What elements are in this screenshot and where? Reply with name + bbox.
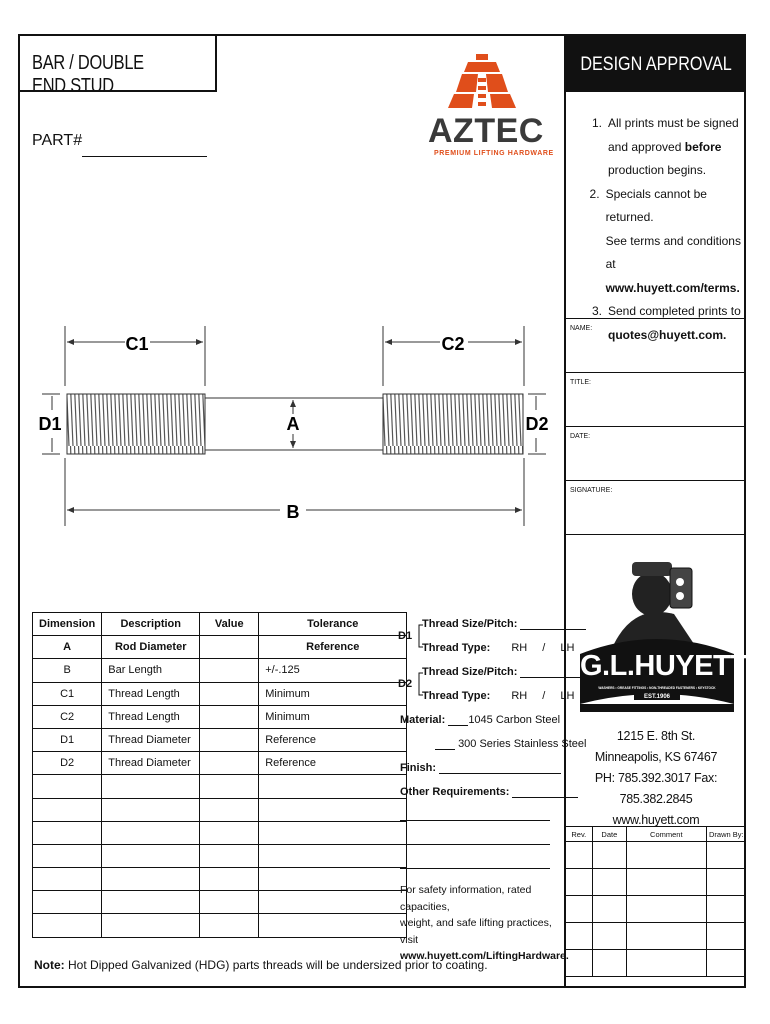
cell-dimension: B — [33, 659, 102, 682]
cell-description[interactable] — [102, 914, 200, 937]
label-b: B — [286, 502, 300, 522]
cell-tolerance: Reference — [259, 636, 407, 659]
sheet-title: BAR / DOUBLE END STUD — [20, 36, 217, 92]
stud-diagram — [30, 326, 550, 526]
cell-tolerance[interactable] — [259, 891, 407, 914]
cell-description: Thread Diameter — [102, 752, 200, 775]
design-approval-panel — [564, 36, 746, 986]
design-approval-header: DESIGN APPROVAL — [566, 36, 746, 92]
cell-description[interactable] — [102, 868, 200, 891]
signature-field[interactable]: SIGNATURE: — [566, 480, 746, 534]
cell-description[interactable] — [102, 775, 200, 798]
col-tolerance: Tolerance — [259, 613, 407, 636]
approval-notes — [576, 112, 744, 347]
safety-line: For safety information, rated capacities, — [400, 884, 532, 913]
divider — [566, 534, 746, 535]
cell-description: Thread Length — [102, 682, 200, 705]
cell-dimension[interactable] — [33, 821, 102, 844]
col-description: Description — [102, 613, 200, 636]
label-c2: C2 — [441, 334, 465, 354]
hdg-note — [34, 958, 488, 972]
col-rev: Rev. — [566, 827, 592, 842]
cell-dimension: D2 — [33, 752, 102, 775]
cell-tolerance[interactable] — [259, 821, 407, 844]
address-line-1: 1215 E. 8th St. — [616, 729, 696, 743]
cell-value[interactable] — [200, 821, 259, 844]
revision-row[interactable] — [566, 869, 746, 896]
cell-value[interactable] — [200, 798, 259, 821]
table-header-row — [33, 613, 407, 636]
safety-info — [400, 882, 569, 965]
col-date: Date — [592, 827, 626, 842]
worker-mascot-icon — [574, 554, 748, 714]
rh-option[interactable]: RH — [511, 690, 528, 702]
cell-value[interactable] — [200, 636, 259, 659]
cell-dimension[interactable] — [33, 844, 102, 867]
material-label: Material: — [400, 714, 446, 726]
cell-tolerance[interactable] — [259, 798, 407, 821]
cell-value[interactable] — [200, 891, 259, 914]
slash-separator: / — [542, 690, 546, 702]
cell-value[interactable] — [200, 682, 259, 705]
table-row — [33, 752, 407, 775]
cell-description[interactable] — [102, 891, 200, 914]
table-row — [33, 728, 407, 751]
cell-tolerance[interactable] — [259, 914, 407, 937]
spec-d1-label: D1 — [398, 630, 413, 642]
thread-size-label: Thread Size/Pitch: — [422, 666, 518, 678]
phone-fax: PH: 785.392.3017 Fax: 785.382.2845 — [594, 771, 718, 806]
website-link[interactable]: www.huyett.com — [612, 813, 700, 827]
lh-option[interactable]: LH — [560, 642, 575, 654]
slash-separator: / — [542, 642, 546, 654]
date-field[interactable]: DATE: — [566, 426, 746, 480]
part-label: PART# — [32, 132, 83, 149]
cell-dimension[interactable] — [33, 868, 102, 891]
gl-huyett-logo — [574, 554, 748, 714]
cell-value[interactable] — [200, 752, 259, 775]
revision-row[interactable] — [566, 896, 746, 923]
part-number-field[interactable] — [82, 156, 207, 157]
safety-line: weight, and safe lifting practices, visit — [400, 917, 552, 946]
rh-option[interactable]: RH — [511, 642, 528, 654]
cell-value[interactable] — [200, 775, 259, 798]
name-field[interactable]: NAME: — [566, 318, 746, 372]
cell-description[interactable] — [102, 844, 200, 867]
cell-value[interactable] — [200, 705, 259, 728]
table-row — [33, 775, 407, 798]
revision-header-row — [566, 827, 746, 842]
cell-tolerance: Reference — [259, 752, 407, 775]
cell-tolerance[interactable] — [259, 868, 407, 891]
cell-description[interactable] — [102, 798, 200, 821]
cell-description: Thread Length — [102, 705, 200, 728]
other-requirements-label: Other Requirements: — [400, 786, 510, 798]
label-d1: D1 — [38, 414, 62, 434]
cell-tolerance: Reference — [259, 728, 407, 751]
label-c1: C1 — [125, 334, 149, 354]
gl-huyett-tagline: WASHERS • GREASE FITTINGS • NON-THREADED FASTENERS • KEYSTOCK — [598, 686, 716, 690]
quotes-email-link[interactable]: quotes@huyett.com. — [608, 327, 727, 342]
revision-table — [566, 826, 746, 987]
cell-dimension: C1 — [33, 682, 102, 705]
revision-row[interactable] — [566, 923, 746, 950]
note-text: Hot Dipped Galvanized (HDG) parts threads will be undersized prior to coating. — [68, 958, 488, 972]
aztec-tagline: PREMIUM LIFTING HARDWARE — [434, 150, 554, 157]
revision-row[interactable] — [566, 950, 746, 977]
title-field[interactable]: TITLE: — [566, 372, 746, 426]
other-requirements-line[interactable] — [400, 844, 550, 845]
col-drawn-by: Drawn By: — [706, 827, 746, 842]
cell-dimension[interactable] — [33, 891, 102, 914]
thread-type-label: Thread Type: — [422, 690, 491, 702]
table-row — [33, 821, 407, 844]
label-d2: D2 — [525, 414, 549, 434]
cell-description: Thread Diameter — [102, 728, 200, 751]
table-row — [33, 844, 407, 867]
cell-dimension: A — [33, 636, 102, 659]
cell-value[interactable] — [200, 659, 259, 682]
cell-dimension[interactable] — [33, 914, 102, 937]
material-stainless-option: 300 Series Stainless Steel — [458, 738, 587, 750]
cell-description[interactable] — [102, 821, 200, 844]
aztec-logo — [418, 52, 554, 162]
other-requirements-line[interactable] — [400, 820, 550, 821]
note-label: Note: — [34, 958, 65, 972]
note-item: 1. All prints must be signed and approved before production begins. — [591, 116, 739, 177]
cell-value[interactable] — [200, 728, 259, 751]
label-a: A — [286, 414, 300, 434]
cell-tolerance: Minimum — [259, 682, 407, 705]
cell-tolerance[interactable] — [259, 844, 407, 867]
cell-value[interactable] — [200, 868, 259, 891]
cell-dimension: D1 — [33, 728, 102, 751]
aztec-brand: AZTEC — [428, 112, 544, 150]
cell-dimension[interactable] — [33, 798, 102, 821]
col-comment: Comment — [627, 827, 707, 842]
cell-tolerance: Minimum — [259, 705, 407, 728]
cell-description: Rod Diameter — [102, 636, 200, 659]
col-value: Value — [200, 613, 259, 636]
dimension-table — [32, 612, 407, 938]
note-item: 3. Send completed prints to quotes@huyett.com. — [591, 304, 741, 342]
material-carbon-option: 1045 Carbon Steel — [468, 714, 561, 726]
lh-option[interactable]: LH — [560, 690, 575, 702]
gl-huyett-wordmark: G.L.HUYETT — [580, 650, 748, 682]
cell-dimension[interactable] — [33, 775, 102, 798]
material-carbon-checkbox[interactable] — [448, 725, 468, 726]
company-address — [566, 726, 746, 831]
cell-tolerance: +/-.125 — [259, 659, 407, 682]
revision-row[interactable] — [566, 842, 746, 869]
address-line-2: Minneapolis, KS 67467 — [594, 750, 718, 764]
cell-tolerance[interactable] — [259, 775, 407, 798]
lifting-hardware-link[interactable]: www.huyett.com/LiftingHardware. — [400, 950, 569, 962]
finish-label: Finish: — [400, 762, 437, 774]
other-requirements-line[interactable] — [400, 868, 550, 869]
thread-size-label: Thread Size/Pitch: — [422, 618, 518, 630]
stud-threads-left — [67, 394, 205, 454]
table-row — [33, 659, 407, 682]
cell-value[interactable] — [200, 844, 259, 867]
table-row — [33, 868, 407, 891]
table-row — [33, 891, 407, 914]
cell-value[interactable] — [200, 914, 259, 937]
table-row — [33, 682, 407, 705]
stud-threads-right — [383, 394, 523, 454]
gl-huyett-est: EST.1906 — [634, 694, 680, 700]
cell-description: Bar Length — [102, 659, 200, 682]
table-row — [33, 636, 407, 659]
table-row — [33, 914, 407, 937]
material-stainless-checkbox[interactable] — [435, 749, 455, 750]
thread-type-label: Thread Type: — [422, 642, 491, 654]
table-row — [33, 798, 407, 821]
spec-d2-label: D2 — [398, 678, 413, 690]
drawing-sheet — [18, 34, 746, 988]
table-row — [33, 705, 407, 728]
finish-field[interactable] — [439, 773, 561, 774]
col-dimension: Dimension — [33, 613, 102, 636]
cell-dimension: C2 — [33, 705, 102, 728]
note-item: 2. Specials cannot be returned. See terms and conditions at www.huyett.com/terms. — [589, 186, 741, 295]
